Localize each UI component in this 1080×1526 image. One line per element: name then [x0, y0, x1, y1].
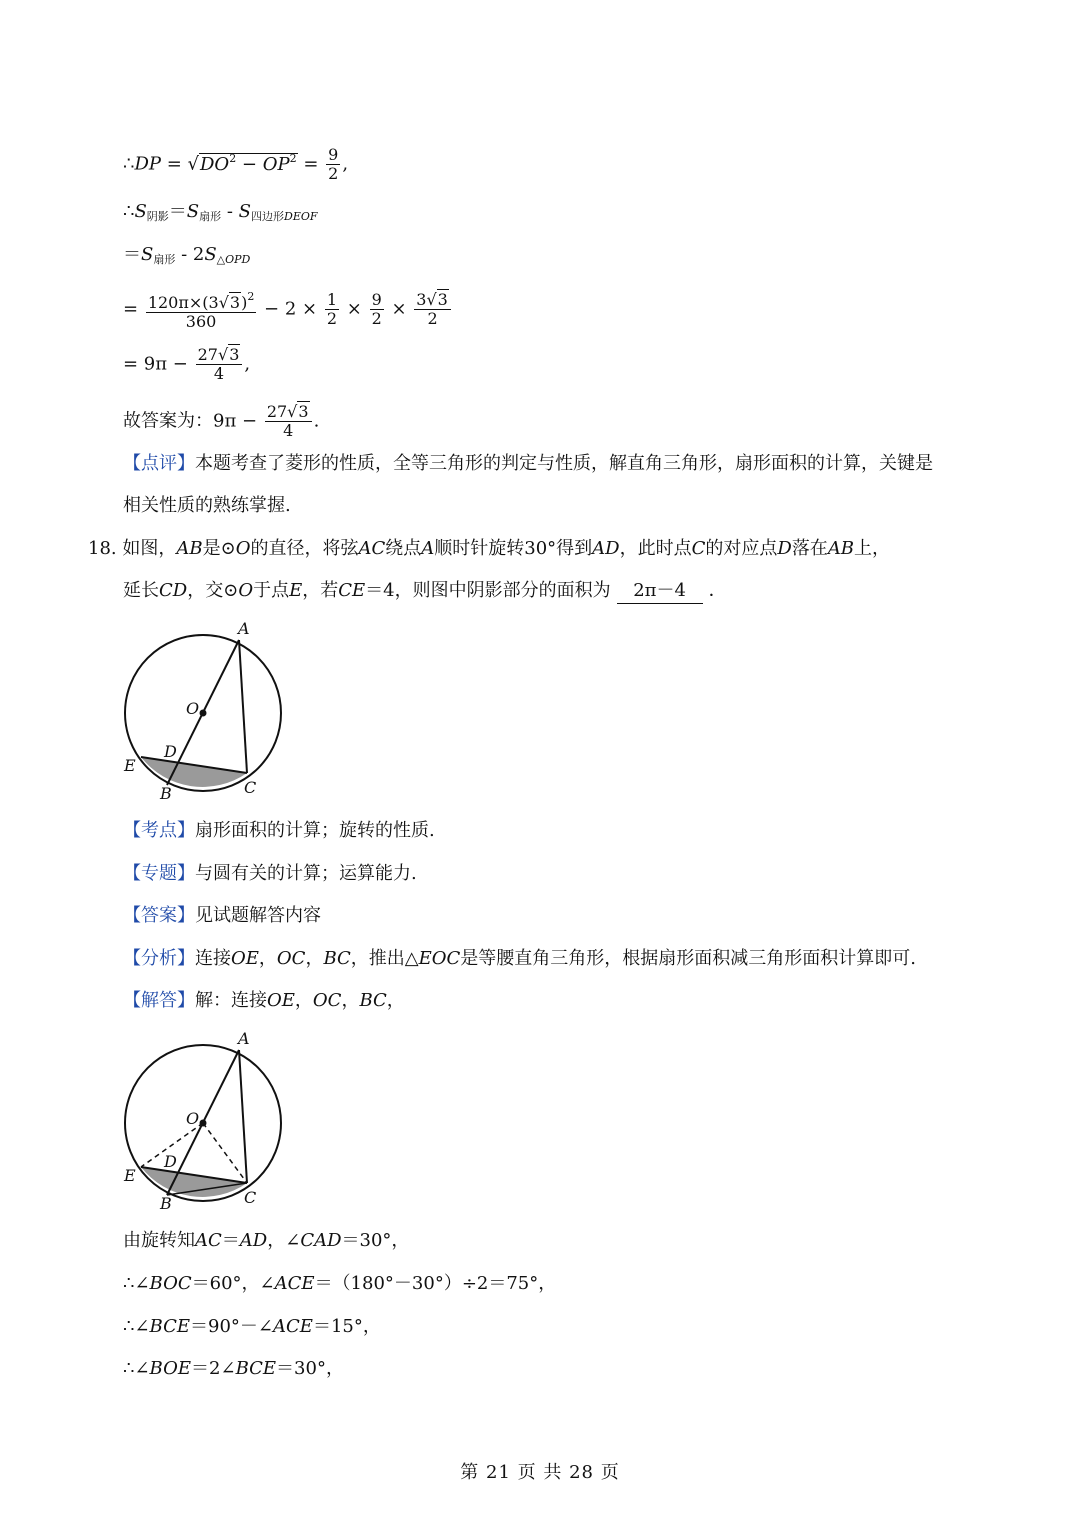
comment-text: 本题考查了菱形的性质，全等三角形的判定与性质，解直角三角形，扇形面积的计算，关键是: [195, 453, 933, 474]
svg-text:O: O: [186, 1109, 200, 1128]
svg-text:B: B: [160, 1194, 172, 1213]
solution-line-3: $=S_{扇形} - 2S_{\triangle OPD}$: [123, 244, 251, 266]
label-A: A: [238, 619, 250, 638]
label-C: C: [244, 778, 257, 797]
svg-text:A: A: [238, 1029, 250, 1048]
q18-answer-blank: 2π－4: [617, 579, 703, 604]
comment-line: [123, 452, 933, 476]
label-D: D: [164, 742, 177, 761]
daan-line: 【答案】见试题解答内容: [123, 905, 321, 926]
q18-figure-1: [110, 615, 300, 805]
solution-line-1: ∴DP = $√DO^2 - OP^2$ = $\frac{9}{2}$ ,: [123, 145, 349, 183]
svg-text:D: D: [164, 1152, 177, 1171]
label-E: E: [124, 756, 136, 775]
solution-line-2: $\therefore S_{阴影}=S_{扇形} - S_{四边形DEOF}$: [123, 201, 318, 223]
shaded-segment: [141, 757, 247, 787]
solution-line-5: = 9π − $\frac{27√3}{4}$ ,: [123, 345, 251, 383]
q18-figure-2: [110, 1025, 300, 1215]
step-3: ∴∠BCE＝90°－∠ACE＝15°，: [123, 1316, 381, 1337]
step-1: 由旋转知AC＝AD，∠CAD＝30°，: [123, 1230, 410, 1251]
svg-text:E: E: [124, 1166, 136, 1185]
solution-line-4: = $\frac{120\pi\times(3√3)^2}{360}$ − 2 × $\frac{1}{2}$ × $\frac{9}{2}$ × $\frac{3√3}{2}$: [123, 288, 453, 331]
label-B: B: [160, 784, 172, 803]
label-O: O: [186, 699, 200, 718]
fenxi-line: 【分析】连接OE，OC，BC，推出△EOC是等腰直角三角形，根据扇形面积减三角形面积计算即可.: [123, 948, 917, 969]
page-footer: 第 21 页 共 28 页: [460, 1462, 620, 1483]
q18-stem-line-2: 延长CD，交⊙O于点E，若CE＝4，则图中阴影部分的面积为 2π－4 ．: [123, 579, 727, 604]
step-2: ∴∠BOC＝60°，∠ACE＝（180°－30°）÷2＝75°，: [123, 1273, 557, 1294]
jieda-line: 【解答】解：连接OE，OC，BC，: [123, 990, 405, 1011]
q18-stem-line-1: 18. 如图，AB是⊙O的直径，将弦AC绕点A顺时针旋转30°得到AD，此时点C的对应点D落在AB上，: [88, 538, 891, 559]
answer-line: 故答案为：9π − $\frac{27√3}{4}$ .: [123, 402, 320, 440]
comment-line-2: 相关性质的熟练掌握.: [123, 495, 291, 516]
zhuanti-line: 【专题】与圆有关的计算；运算能力.: [123, 863, 417, 884]
svg-text:C: C: [244, 1188, 257, 1207]
kaodian-line: 【考点】扇形面积的计算；旋转的性质.: [123, 820, 435, 841]
step-4: ∴∠BOE＝2∠BCE＝30°，: [123, 1358, 344, 1379]
comment-tag: 【点评】: [123, 453, 195, 474]
